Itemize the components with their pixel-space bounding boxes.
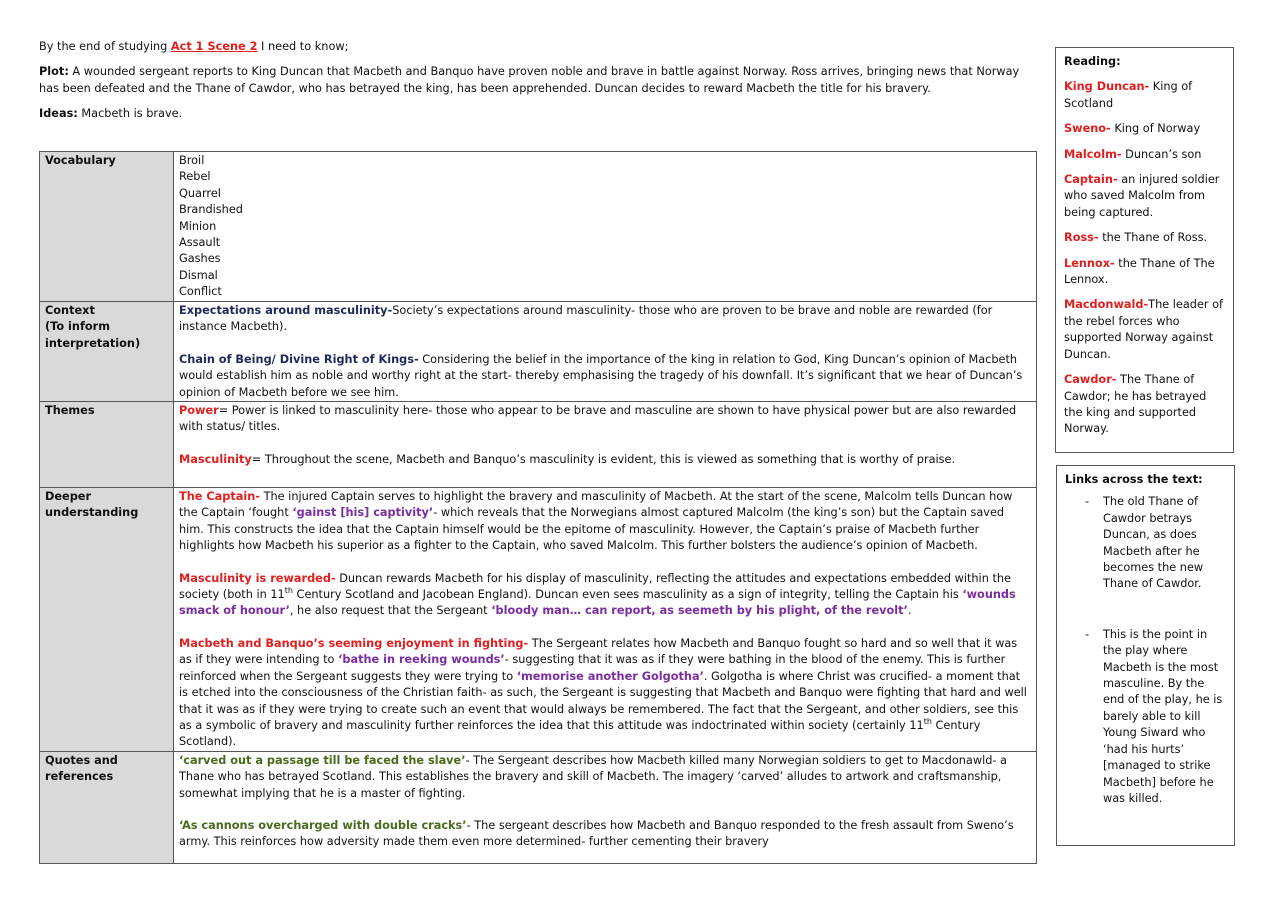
deeper-text: Duncan rewards Macbeth for his display of masculinity, reflecting the attitudes and expectations embedded within the society (both in 11 (179, 571, 1011, 602)
theme-heading: Masculinity (179, 452, 252, 466)
character-name: Malcolm- (1064, 147, 1122, 161)
character-desc: the Thane of Ross. (1098, 231, 1208, 245)
plot-text: A wounded sergeant reports to King Duncan that Macbeth and Banquo have proven noble and brave in battle against Norway. Ross arrives, bringing news that Norway has been defeated and the Thane of Cawdor, who has betrayed the king, has been apprehended. Duncan decides to reward Macbeth the title for his bravery. (39, 65, 1020, 95)
deeper-text: The Sergeant relates how Macbeth and Banquo fought so hard and so well that it was as if they were intending to (179, 636, 1018, 667)
deeper-label (40, 488, 174, 752)
links-box (1056, 465, 1235, 846)
context-label-line: interpretation) (45, 336, 141, 350)
deeper-text: - which reveals that the Norwegians almost captured Malcolm (the king’s son) but the Captain saved him. This constructs the idea that the Captain himself would be the epitome of masculinity. However, the Captain’s praise of Macbeth further highlights how Macbeth his superior as a fighter to the Captain, who saved Malcolm. This further bolsters the audience’s opinion of Macbeth. (179, 506, 1005, 553)
deeper-heading: Macbeth and Banquo’s seeming enjoyment in fighting- (179, 636, 529, 650)
superscript: th (923, 717, 932, 727)
character-desc: an injured soldier who saved Malcolm from being captured. (1064, 173, 1220, 219)
character-name: Macdonwald- (1064, 298, 1149, 312)
ideas-label: Ideas: (39, 107, 78, 121)
deeper-para-3 (179, 636, 1031, 751)
deeper-label-line: understanding (45, 506, 139, 520)
vocab-word: Conflict (179, 285, 222, 299)
deeper-heading: Masculinity is rewarded- (179, 571, 336, 585)
deeper-para-1 (179, 489, 1031, 555)
reading-box (1055, 47, 1234, 453)
themes-row (40, 402, 1037, 488)
character-desc: The Thane of Cawdor; he has betrayed the king and supported Norway. (1064, 373, 1207, 436)
reading-title: Reading: (1064, 55, 1121, 68)
theme-text: = Throughout the scene, Macbeth and Banquo’s masculinity is evident, this is viewed as something that is worthy of praise. (251, 452, 956, 466)
character-entry (1064, 172, 1225, 221)
character-entry (1064, 147, 1225, 163)
theme-heading: Power (179, 404, 219, 418)
quotes-cell (174, 751, 1037, 863)
character-name: Sweno- (1064, 122, 1111, 136)
character-name: Ross- (1064, 231, 1099, 245)
context-para-2 (179, 352, 1031, 401)
vocab-word: Rebel (179, 170, 211, 184)
quote-text: - The sergeant describes how Macbeth and Banquo responded to the fresh assault from Sweno’s army. This reinforces how adversity made them even more determined- further cementing their bravery (179, 818, 1014, 849)
vocab-word: Brandished (179, 203, 243, 217)
deeper-heading: The Captain- (179, 490, 260, 504)
context-text: Society’s expectations around masculinity- those who are proven to be brave and noble are rewarded (for instance Macbeth). (179, 304, 993, 334)
knowledge-table (39, 151, 1037, 864)
character-name: Captain- (1064, 173, 1118, 187)
intro-line (39, 39, 1039, 55)
superscript: th (284, 586, 293, 596)
context-label (40, 302, 174, 402)
deeper-cell (174, 488, 1037, 752)
deeper-quote: ‘wounds smack of honour’ (179, 588, 1016, 618)
themes-label: Themes (40, 402, 174, 488)
character-name: King Duncan- (1064, 80, 1150, 94)
character-desc: The leader of the rebel forces who supported Norway against Duncan. (1064, 298, 1224, 361)
plot-paragraph (39, 64, 1039, 97)
deeper-quote: ‘bathe in reeking wounds’ (338, 653, 505, 667)
quotes-row (40, 751, 1037, 863)
links-title: Links across the text: (1065, 473, 1203, 486)
deeper-quote: ‘gainst [his] captivity’ (292, 506, 434, 520)
deeper-text: Century Scotland and Jacobean England). Duncan even sees masculinity as a sign of integrity, telling the Captain his (292, 588, 963, 602)
quote-heading: ‘carved out a passage till be faced the slave’ (179, 753, 466, 767)
deeper-quote: ‘memorise another Golgotha’ (516, 669, 704, 683)
vocab-word: Minion (179, 219, 217, 233)
deeper-text: , he also request that the Sergeant (289, 604, 492, 618)
ideas-paragraph (39, 106, 1039, 122)
ideas-text: Macbeth is brave. (77, 107, 183, 121)
vocab-word: Gashes (179, 252, 221, 266)
vocab-row (40, 152, 1037, 302)
character-desc: Duncan’s son (1121, 147, 1202, 161)
context-label-line: Context (45, 304, 95, 317)
quote-heading: ‘As cannons overcharged with double cracks’ (179, 818, 467, 832)
context-heading: Chain of Being/ Divine Right of Kings- (179, 352, 419, 366)
context-cell (174, 302, 1037, 402)
character-desc: the Thane of The Lennox. (1064, 256, 1215, 287)
character-entry (1064, 256, 1225, 289)
deeper-label-line: Deeper (45, 490, 92, 504)
character-desc: King of Norway (1110, 122, 1201, 136)
context-label-line: (To inform (45, 320, 110, 334)
intro-section (39, 39, 1039, 132)
quote-para-2 (179, 818, 1031, 851)
plot-label: Plot: (39, 65, 69, 79)
character-entry (1064, 121, 1225, 137)
context-heading: Expectations around masculinity- (179, 304, 393, 317)
context-text: Considering the belief in the importance of the king in relation to God, King Duncan’s opinion of Macbeth would establish him as noble and worthy right at the start- thereby emphasising the tragedy of his downfall. It’s significant that we hear of Duncan’s opinion of Macbeth before we see him. (179, 352, 1023, 399)
deeper-quote: ‘bloody man… can report, as seemeth by his plight, of the revolt’ (491, 604, 908, 618)
theme-para-2 (179, 452, 1031, 468)
vocab-label: Vocabulary (40, 152, 174, 302)
deeper-text: - suggesting that it was as if they were bathing in the blood of the enemy. This is further reinforced when the Sergeant suggests they were trying to (179, 653, 1006, 683)
character-name: Lennox- (1064, 256, 1115, 270)
deeper-para-2 (179, 571, 1031, 620)
deeper-text: The injured Captain serves to highlight the bravery and masculinity of Macbeth. At the start of the scene, Malcolm tells Duncan how the Captain ‘fought (179, 490, 1013, 520)
intro-text-end: I need to know; (257, 40, 349, 53)
deeper-text: . (907, 604, 912, 618)
quote-text: - The Sergeant describes how Macbeth killed many Norwegian soldiers to get to Macdonawld- a Thane who has betrayed Scotland. This establishes the bravery and skill of Macbeth. The imagery ‘carved’ alludes to artwork and craftsmanship, somewhat implying that he is a master of fighting. (179, 753, 1007, 800)
intro-text: By the end of studying (39, 40, 171, 53)
quotes-label-line: references (45, 770, 114, 784)
themes-cell (174, 402, 1037, 488)
deeper-row (40, 488, 1037, 752)
character-entry (1064, 372, 1225, 438)
character-name: Cawdor- (1064, 373, 1117, 387)
scene-link[interactable]: Act 1 Scene 2 (170, 40, 258, 53)
link-item: - The old Thane of Cawdor betrays Duncan, as does Macbeth after he becomes the new Thane of Cawdor. (1103, 494, 1226, 592)
quote-para-1 (179, 753, 1031, 802)
character-entry (1064, 230, 1225, 246)
vocab-word: Quarrel (179, 186, 221, 200)
context-para-1 (179, 303, 1031, 336)
vocab-word: Broil (179, 154, 205, 167)
character-entry (1064, 297, 1225, 363)
theme-para-1 (179, 403, 1031, 436)
deeper-text: Century Scotland). (179, 718, 981, 749)
character-desc: King of Scotland (1064, 80, 1193, 110)
quotes-label-line: Quotes and (45, 753, 118, 767)
deeper-text: . Golgotha is where Christ was crucified- a moment that is etched into the consciousness of the Christian faith- as such, the Sergeant is suggesting that Macbeth and Banquo were fighting that hard and well that it was as if they were trying to create such an event that would always be remembered. The fact that the Sergeant, and other soldiers, see this as a symbolic of bravery and masculinity further reinforces the idea that this attitude was indoctrinated within society (certainly 11 (179, 669, 1027, 732)
links-list (1065, 494, 1226, 807)
vocab-word: Assault (179, 236, 221, 250)
theme-text: = Power is linked to masculinity here- those who appear to be brave and masculine are shown to have physical power but are also rewarded with status/ titles. (179, 404, 1017, 434)
context-row (40, 302, 1037, 402)
vocab-word: Dismal (179, 268, 218, 282)
quotes-label (40, 751, 174, 863)
character-entry (1064, 79, 1225, 112)
link-item: - This is the point in the play where Macbeth is the most masculine. By the end of the play, he is barely able to kill Young Siward who ‘had his hurts’ [managed to strike Macbeth] before he was killed. (1103, 627, 1226, 807)
vocab-cell (174, 152, 1037, 302)
